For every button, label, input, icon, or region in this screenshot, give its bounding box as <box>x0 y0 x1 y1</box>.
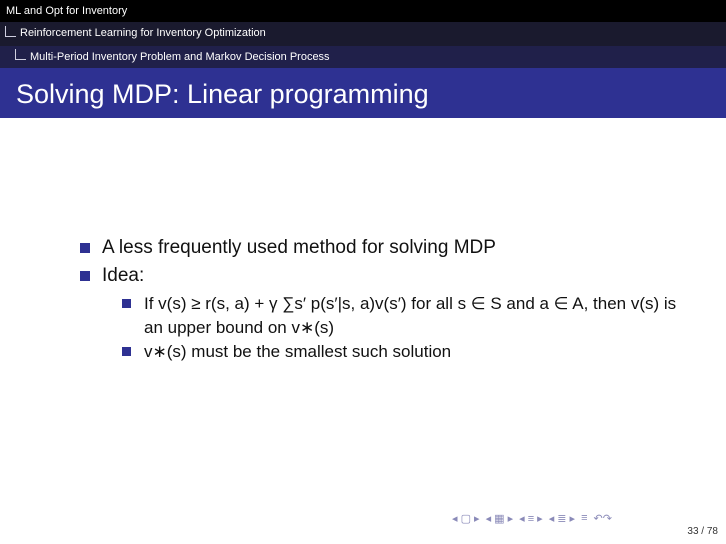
bullet-text: Idea: <box>102 265 145 286</box>
slide-title: Solving MDP: Linear programming <box>16 79 429 109</box>
bullet-text: A less frequently used method for solving MDP <box>102 237 496 258</box>
page-number: 33 / 78 <box>687 526 718 537</box>
prev-section-icon[interactable]: ◂ ▦ ▸ <box>485 512 514 525</box>
breadcrumb-label-1: ML and Opt for Inventory <box>6 5 128 17</box>
search-icon[interactable]: ↶↷ <box>593 512 612 525</box>
sub-bullet-text: If v(s) ≥ r(s, a) + γ ∑s′ p(s′|s, a)v(s′) for all s ∈ S and a ∈ A, then v(s) is an upper bound on v∗(s) <box>144 294 677 337</box>
slide-content <box>78 234 678 364</box>
breadcrumb-level-1[interactable] <box>0 0 726 22</box>
sub-bullet-text: v∗(s) must be the smallest such solution <box>144 342 452 361</box>
square-bullet-icon <box>122 299 131 308</box>
breadcrumb-level-2[interactable] <box>0 22 726 46</box>
square-bullet-icon <box>122 347 131 356</box>
bullet-item <box>78 262 678 290</box>
bullet-item <box>78 234 678 262</box>
title-bar <box>0 68 726 118</box>
next-section-icon[interactable]: ◂ ≣ ▸ <box>548 512 576 525</box>
prev-subsection-icon[interactable]: ◂ ≡ ▸ <box>519 512 543 525</box>
square-bullet-icon <box>80 271 90 281</box>
align-icon[interactable]: ≡ <box>581 512 588 524</box>
breadcrumb-level-3[interactable] <box>0 46 726 68</box>
prev-frame-icon[interactable]: ◂ ▢ ▸ <box>452 512 480 525</box>
sub-bullet-list <box>78 292 678 364</box>
sub-bullet-item <box>122 340 678 364</box>
breadcrumb-label-2: Reinforcement Learning for Inventory Optimization <box>20 27 266 39</box>
square-bullet-icon <box>80 243 90 253</box>
sub-bullet-item <box>122 292 678 340</box>
breadcrumb-label-3: Multi-Period Inventory Problem and Markov Decision Process <box>30 51 330 63</box>
beamer-navigation <box>452 508 722 528</box>
